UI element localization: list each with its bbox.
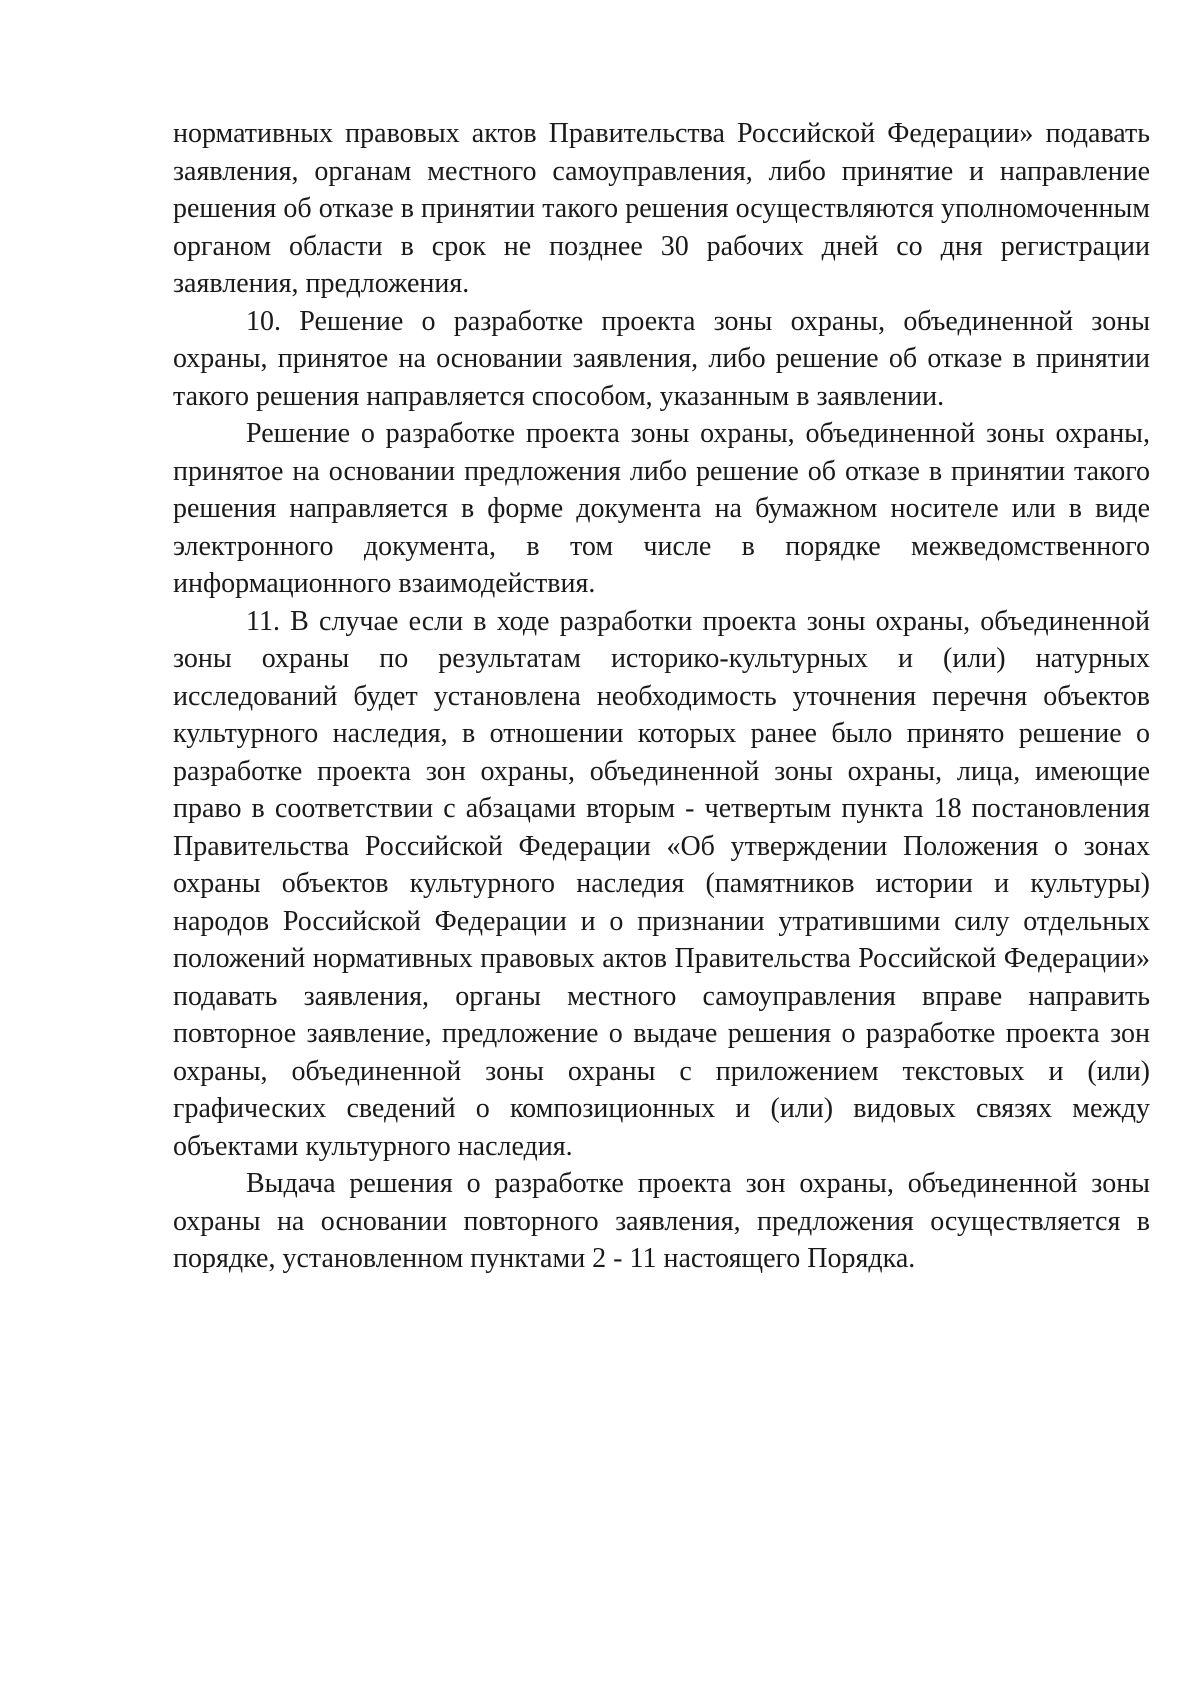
paragraph-item-10-second: Решение о разработке проекта зоны охраны, объединенной зоны охраны, принятое на основании предложения либо решение об отказе в принятии такого решения направляется в форме документа на бумажном носителе или в виде электронного документа, в том числе в порядке межведомственного информационного взаимодействия. <box>173 418 1150 599</box>
paragraph-item-10: 10. Решение о разработке проекта зоны охраны, объединенной зоны охраны, принятое на основании заявления, либо решение об отказе в принятии такого решения направляется способом, указанным в заявлении. <box>173 305 1150 412</box>
document-body <box>173 115 1150 1278</box>
paragraph-continuation: нормативных правовых актов Правительства Российской Федерации» подавать заявления, органам местного самоуправления, либо принятие и направление решения об отказе в принятии такого решения осуществляются уполномоченным органом области в срок не позднее 30 рабочих дней со дня регистрации заявления, предложения. <box>173 118 1150 299</box>
paragraph-item-11-second: Выдача решения о разработке проекта зон охраны, объединенной зоны охраны на основании повторного заявления, предложения осуществляется в порядке, установленном пунктами 2 - 11 настоящего Порядка. <box>173 1168 1150 1274</box>
paragraph-item-11: 11. В случае если в ходе разработки проекта зоны охраны, объединенной зоны охраны по результатам историко-культурных и (или) натурных исследований будет установлена необходимость уточнения перечня объектов культурного наследия, в отношении которых ранее было принято решение о разработке проекта зон охраны, объединенной зоны охраны, лица, имеющие право в соответствии с абзацами вторым - четвертым пункта 18 постановления Правительства Российской Федерации «Об утверждении Положения о зонах охраны объектов культурного наследия (памятников истории и культуры) народов Российской Федерации и о признании утратившими силу отдельных положений нормативных правовых актов Правительства Российской Федерации» подавать заявления, органы местного самоуправления вправе направить повторное заявление, предложение о выдаче решения о разработке проекта зон охраны, объединенной зоны охраны с приложением текстовых и (или) графических сведений о композиционных и (или) видовых связях между объектами культурного наследия. <box>173 605 1150 1162</box>
